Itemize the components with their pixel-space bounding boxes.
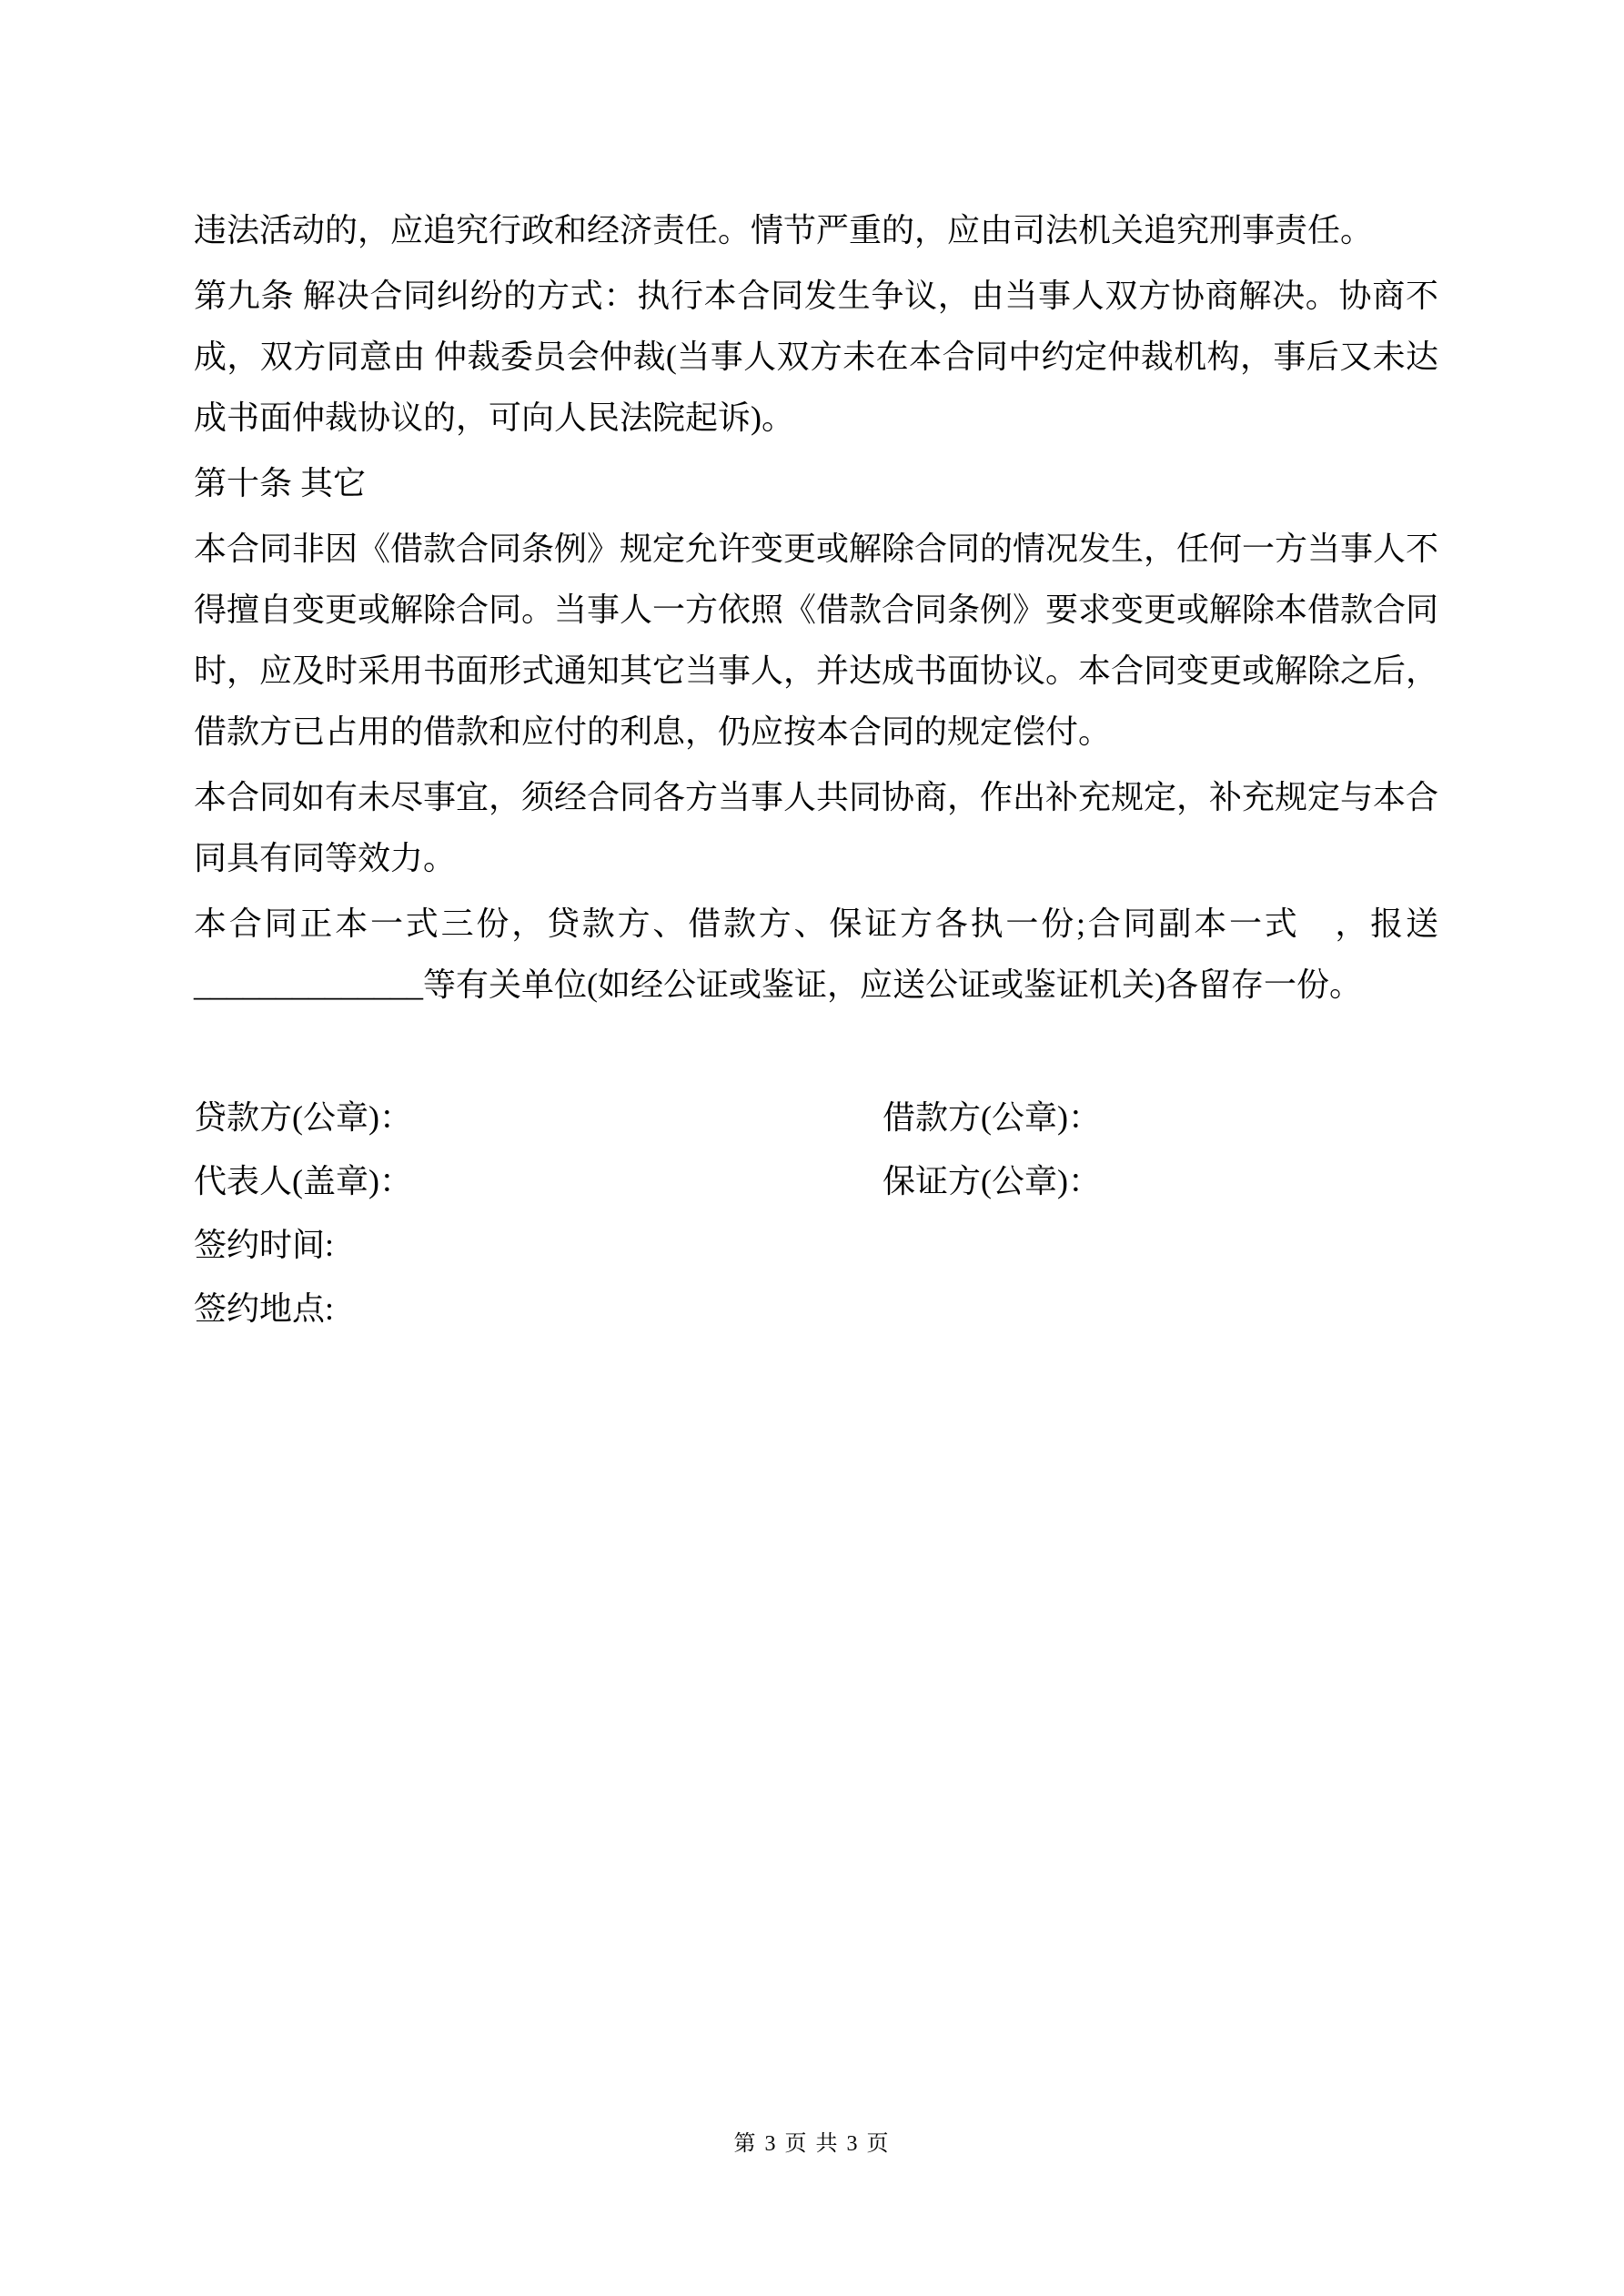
clause-9-dispute-resolution-paragraph: 第九条 解决合同纠纷的方式：执行本合同发生争议，由当事人双方协商解决。协商不成，双方同意由 仲裁委员会仲裁(当事人双方未在本合同中约定仲裁机构，事后又未达成书面仲裁协议的，可向人民法院起诉)。 — [194, 278, 1438, 436]
signature-row-time — [194, 1215, 1438, 1279]
representative-seal-label: 代表人(盖章)： — [194, 1163, 412, 1199]
signing-place-label: 签约地点: — [194, 1290, 335, 1327]
signature-row-seals-1 — [194, 1087, 1438, 1151]
clause-10-modification-paragraph: 本合同非因《借款合同条例》规定允许变更或解除合同的情况发生，任何一方当事人不得擅自变更或解除合同。当事人一方依照《借款合同条例》要求变更或解除本借款合同时，应及时采用书面形式通知其它当事人，并达成书面协议。本合同变更或解除之后，借款方已占用的借款和应付的利息，仍应按本合同的规定偿付。 — [194, 531, 1439, 750]
copies-clause-text-before: 本合同正本一式三份，贷款方、借款方、保证方各执一份;合同副本一式 ，报送 — [194, 905, 1438, 942]
clause-10-heading: 第十条 其它 — [194, 465, 367, 501]
contract-body — [194, 200, 1438, 1342]
signing-time-label: 签约时间: — [194, 1227, 335, 1263]
clause-liability-paragraph: 违法活动的，应追究行政和经济责任。情节严重的，应由司法机关追究刑事责任。 — [194, 212, 1374, 248]
supplementary-provisions-paragraph: 本合同如有未尽事宜，须经合同各方当事人共同协商，作出补充规定，补充规定与本合同具有同等效力。 — [194, 779, 1439, 876]
fill-in-blank-line: ______________ — [194, 966, 423, 1003]
borrower-seal-label: 借款方(公章)： — [883, 1099, 1101, 1136]
guarantor-seal-label: 保证方(公章)： — [883, 1163, 1101, 1199]
signature-block — [194, 1087, 1438, 1342]
copies-clause-text-after: 等有关单位(如经公证或鉴证，应送公证或鉴证机关)各留存一份。 — [423, 966, 1362, 1003]
signature-row-place — [194, 1279, 1438, 1342]
page-number-footer: 第 3 页 共 3 页 — [733, 2132, 891, 2156]
lender-seal-label: 贷款方(公章)： — [194, 1099, 412, 1136]
copies-clause-paragraph — [194, 894, 1438, 1016]
signature-row-seals-2 — [194, 1151, 1438, 1215]
